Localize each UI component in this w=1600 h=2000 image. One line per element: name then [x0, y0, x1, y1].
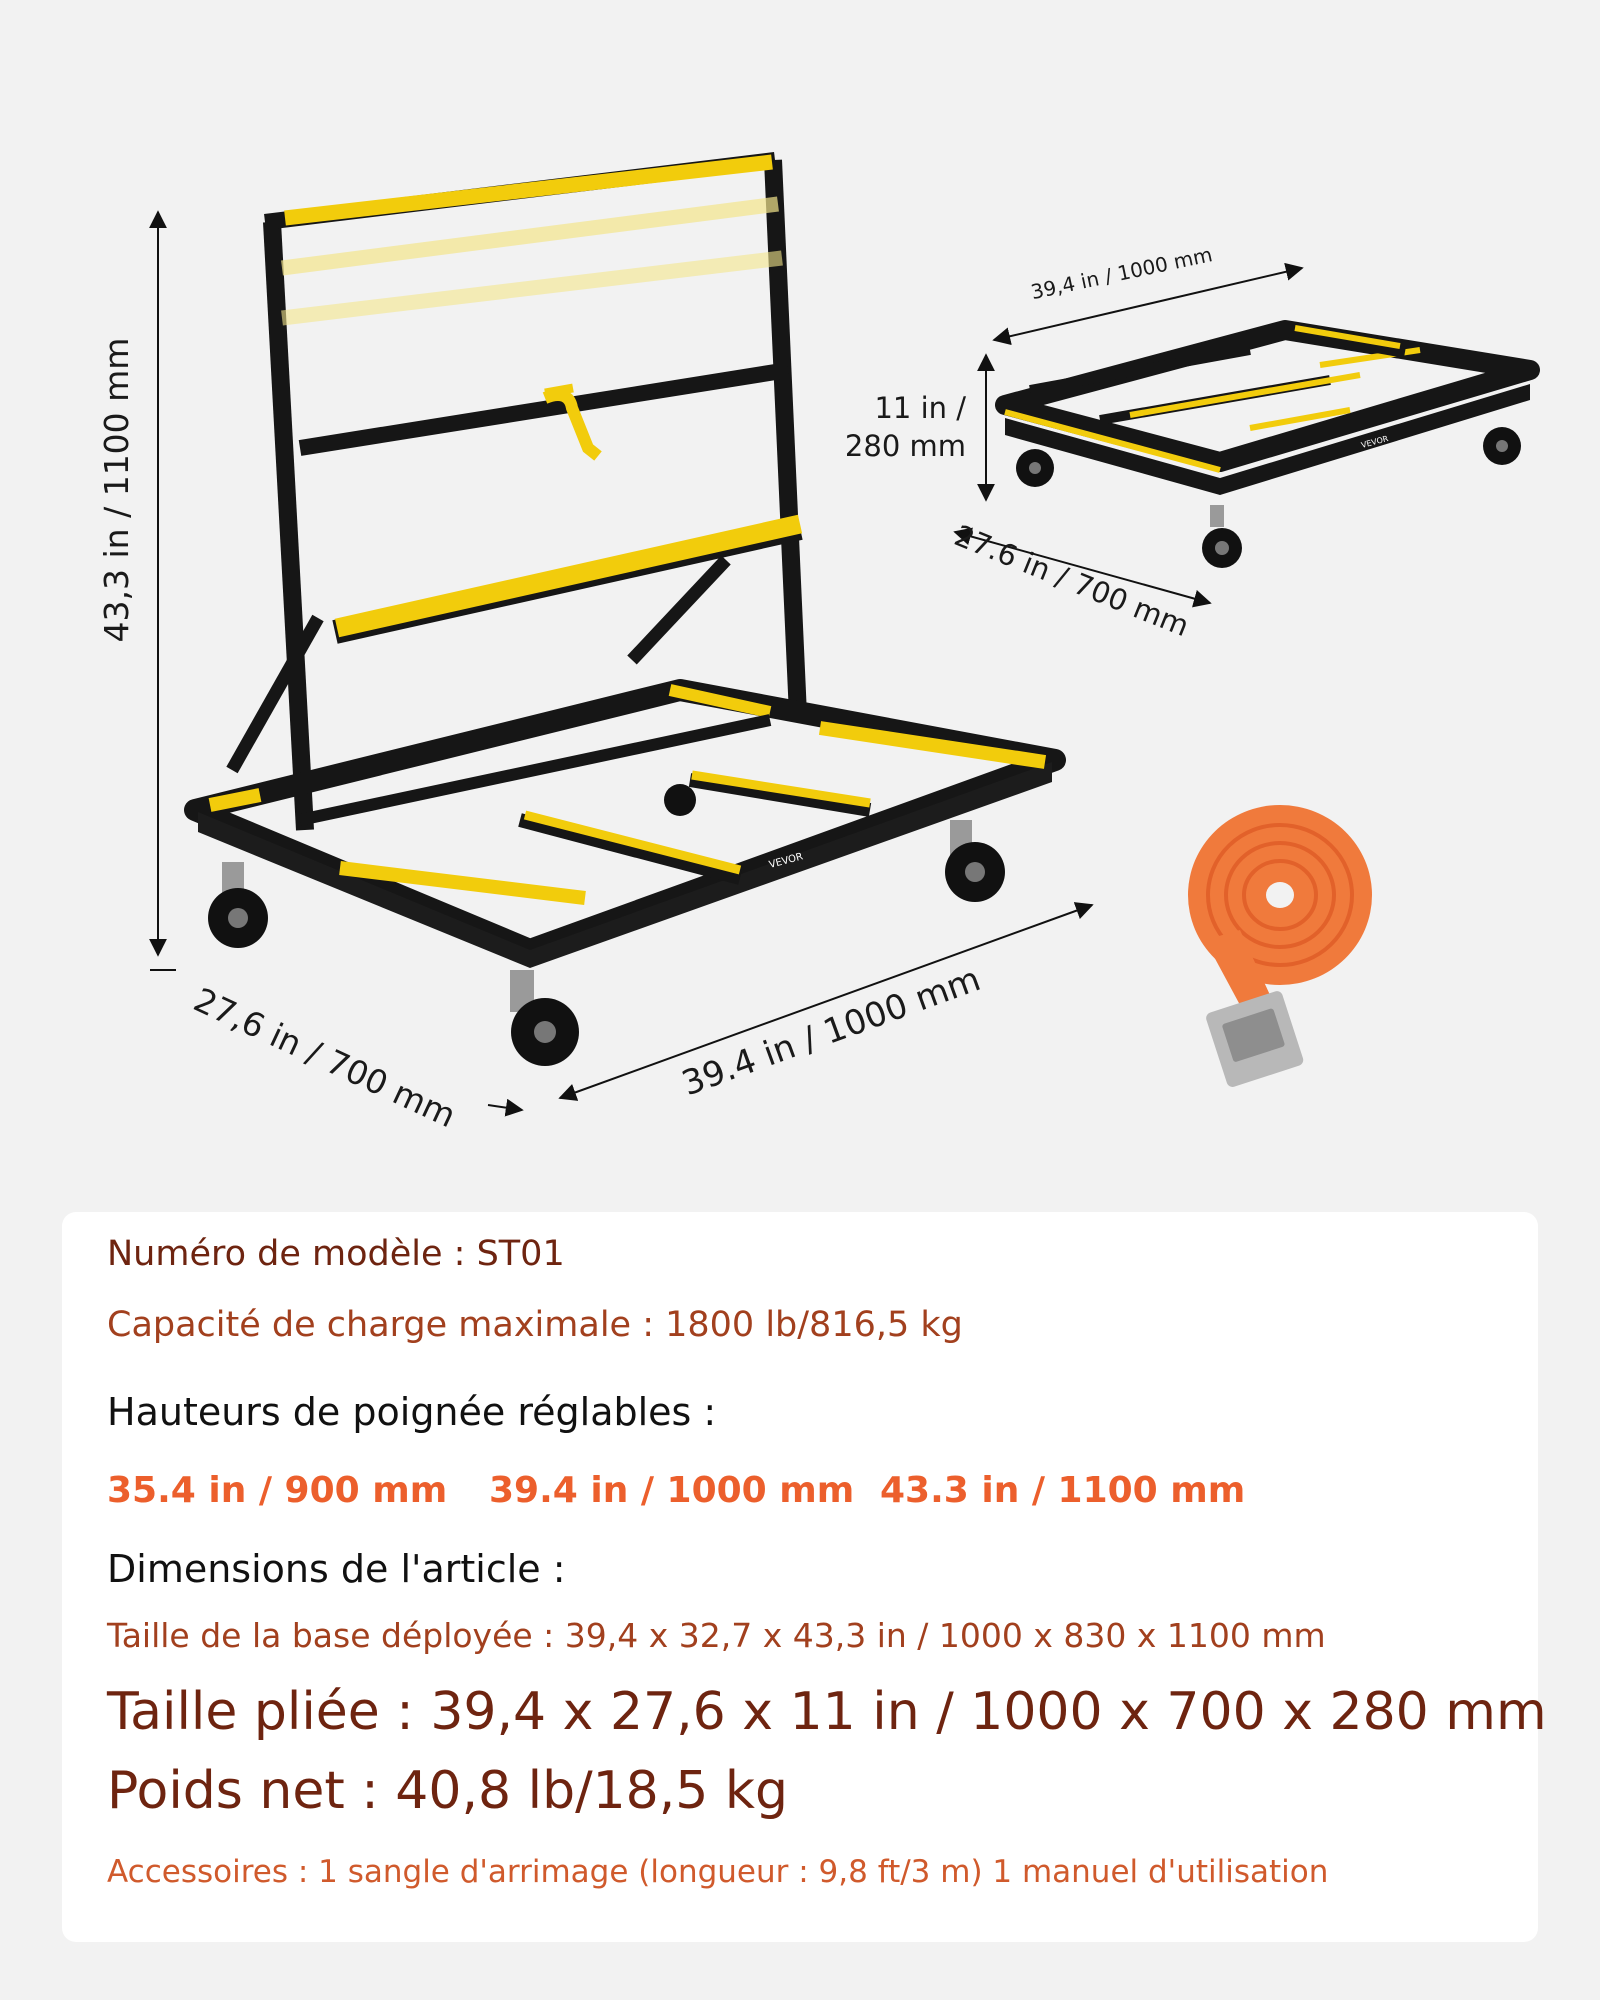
- mid-crossbar: [300, 370, 788, 448]
- dimensions-heading: Dimensions de l'article :: [107, 1547, 566, 1591]
- upright-post-right: [773, 160, 798, 715]
- buckle-icon: [1205, 990, 1305, 1089]
- main-height-label: 43,3 in / 1100 mm: [97, 337, 136, 643]
- ratchet-strap-illustration: [1188, 805, 1372, 1089]
- folded-height-label-line1: 11 in /: [874, 391, 966, 425]
- main-depth-label: 27,6 in / 700 mm: [187, 979, 462, 1136]
- wheel-front-left: [208, 862, 268, 948]
- wheel-back-left: [664, 784, 696, 816]
- folded-cart-illustration: [845, 242, 1530, 643]
- net-weight: Poids net : 40,8 lb/18,5 kg: [107, 1761, 789, 1821]
- accessories: Accessoires : 1 sangle d'arrimage (longueur : 9,8 ft/3 m) 1 manuel d'utilisation: [107, 1854, 1329, 1890]
- folded-depth-label: 27.6 in / 700 mm: [949, 518, 1194, 644]
- main-cart-brand-mark: VEVOR: [767, 851, 805, 871]
- folded-wheel-front: [1202, 505, 1242, 568]
- wheel-back-right: [945, 820, 1005, 902]
- max-load-capacity: Capacité de charge maximale : 1800 lb/816,5 kg: [107, 1305, 963, 1345]
- brace-arm-right: [632, 560, 726, 660]
- width-arrow: [560, 905, 1092, 1098]
- folded-wheel-left: [1016, 449, 1054, 487]
- folded-size: Taille pliée : 39,4 x 27,6 x 11 in / 1000 x 700 x 280 mm: [107, 1682, 1547, 1742]
- model-number: Numéro de modèle : ST01: [107, 1234, 565, 1274]
- handle-height-1: 35.4 in / 900 mm: [107, 1470, 448, 1511]
- handle-height-3: 43.3 in / 1100 mm: [880, 1470, 1246, 1511]
- wheel-front-right: [510, 970, 579, 1066]
- base-yellow-cap-left: [210, 795, 260, 805]
- folded-height-label-line2: 280 mm: [844, 429, 966, 463]
- deployed-base-size: Taille de la base déployée : 39,4 x 32,7 x 43,3 in / 1000 x 830 x 1100 mm: [107, 1616, 1326, 1655]
- main-cart-illustration: [97, 160, 1092, 1135]
- folded-cart-brand-mark: VEVOR: [1360, 434, 1390, 450]
- main-width-label: 39.4 in / 1000 mm: [676, 959, 986, 1105]
- handle-height-2: 39.4 in / 1000 mm: [489, 1470, 855, 1511]
- handle-heights-heading: Hauteurs de poignée réglables :: [107, 1390, 717, 1434]
- specifications-panel: [62, 1212, 1547, 1942]
- folded-width-label: 39,4 in / 1000 mm: [1028, 242, 1215, 305]
- folded-wheel-right: [1483, 427, 1521, 465]
- depth-arrow: [488, 1105, 522, 1110]
